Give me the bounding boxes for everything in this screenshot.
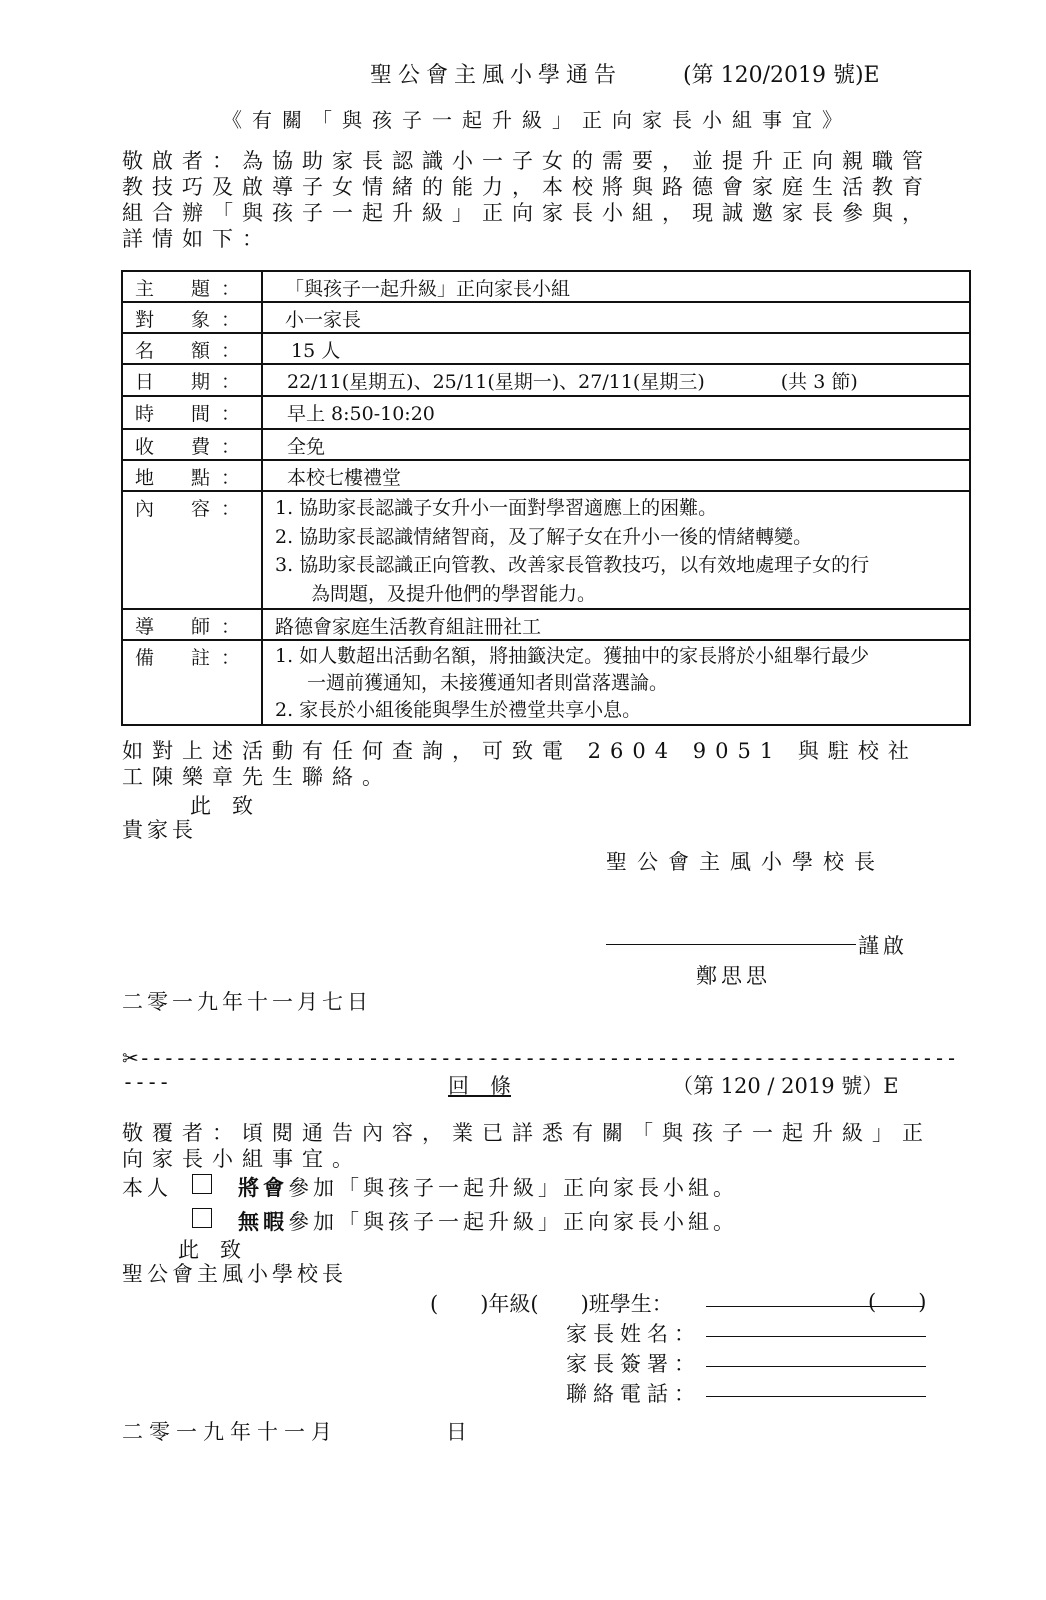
parent-name-field[interactable] [706,1336,926,1337]
decline-option: 無暇參加「與孩子一起升級」正向家長小組。 [238,1209,738,1234]
value-time: 早上 8:50-10:20 [262,396,970,429]
label-venue: 地 點 ： [122,460,262,491]
principal-name: 鄭思思 [696,964,771,988]
value-fee: 全免 [262,429,970,460]
value-tutor: 路德會家庭生活教育組註冊社工 [262,609,970,640]
content-item: 2. 協助家長認識情緒智商，及了解子女在升小一後的情緒轉變。 [275,525,813,548]
row-remarks [122,640,970,725]
value-content [262,491,970,609]
reply-ci-zhi: 此 致 [178,1238,241,1262]
label-topic: 主 題 ： [122,271,262,302]
value-quota: 15 人 [262,333,970,364]
label-target: 對 象 ： [122,302,262,333]
row-fee [122,429,970,460]
phone-label: 聯絡電話： [566,1382,701,1406]
session-count: (共 3 節) [780,371,858,393]
reply-notice-number: （第 120 / 2019 號）E [672,1074,899,1098]
student-number-paren: ( ) [868,1290,927,1314]
remark-item: 2. 家長於小組後能與學生於禮堂共享小息。 [275,699,642,721]
reply-title: 回 條 [448,1074,511,1098]
parent-sign-field[interactable] [706,1366,926,1367]
value-date: 22/11(星期五)、25/11(星期一)、27/11(星期三) (共 3 節) [262,364,970,396]
notice-date: 二零一九年十一月七日 [122,990,372,1014]
row-quota [122,333,970,364]
label-date: 日 期 ： [122,364,262,396]
remark-item: 1. 如人數超出活動名額，將抽籤決定。獲抽中的家長將於小組舉行最少 [275,645,870,667]
row-content [122,491,970,609]
details-table [121,270,971,726]
label-fee: 收 費 ： [122,429,262,460]
value-venue: 本校七樓禮堂 [262,460,970,491]
label-time: 時 間 ： [122,396,262,429]
scissors-icon: ✂ [122,1046,139,1070]
parent-name-label: 家長姓名： [566,1322,701,1346]
row-target [122,302,970,333]
row-topic [122,271,970,302]
student-label: ( )年級( )班學生： [430,1292,673,1316]
attend-option: 將會參加「與孩子一起升級」正向家長小組。 [238,1175,738,1200]
closing-sender: 聖公會主風小學校長 [606,850,885,874]
label-tutor: 導 師 ： [122,609,262,640]
label-quota: 名 額 ： [122,333,262,364]
label-remarks: 備 註 ： [122,640,262,725]
label-content: 內 容 ： [122,491,262,609]
row-date [122,364,970,396]
value-target: 小一家長 [262,302,970,333]
remark-item: 一週前獲通知，未接獲通知者則當落選論。 [307,672,669,694]
phone-field[interactable] [706,1396,926,1397]
reply-self: 本人 [122,1176,172,1200]
value-remarks [262,640,970,725]
content-item: 為問題，及提升他們的學習能力。 [311,582,597,605]
reply-date: 二零一九年十一月 日 [122,1420,473,1444]
closing-ci-zhi: 此 致 [190,794,253,818]
attend-checkbox[interactable] [192,1174,212,1196]
reply-body: 敬覆者：頃閱通告內容，業已詳悉有關「與孩子一起升級」正向家長小組事宜。 [122,1121,932,1171]
content-item: 1. 協助家長認識子女升小一面對學習適應上的困難。 [275,497,718,519]
reply-recipient: 聖公會主風小學校長 [122,1262,347,1286]
closing-recipient: 貴家長 [122,818,197,842]
cut-line: ✂------------------------------------------------------------------------ [122,1046,958,1094]
notice-title: 聖公會主風小學通告 [370,63,623,88]
row-tutor [122,609,970,640]
value-topic: 「與孩子一起升級」正向家長小組 [262,271,970,302]
row-time [122,396,970,429]
enquiry-paragraph: 如對上述活動有任何查詢，可致電 2604 9051 與駐校社工陳樂章先生聯絡。 [122,739,918,789]
parent-sign-label: 家長簽署： [566,1352,701,1376]
content-item: 3. 協助家長認識正向管教、改善家長管教技巧，以有效地處理子女的行 [275,554,870,576]
signature-line [606,944,856,945]
notice-number: (第 120/2019 號)E [683,63,880,88]
decline-checkbox[interactable] [192,1208,212,1230]
respectfully: 謹啟 [858,934,908,958]
row-venue [122,460,970,491]
notice-subject: 《有關「與孩子一起升級」正向家長小組事宜》 [222,108,852,132]
intro-paragraph: 敬啟者：為協助家長認識小一子女的需要，並提升正向親職管教技巧及啟導子女情緒的能力，本校將與路德會家庭生活教育組合辦「與孩子一起升級」正向家長小組，現誠邀家長參與，詳情如下： [122,149,932,251]
